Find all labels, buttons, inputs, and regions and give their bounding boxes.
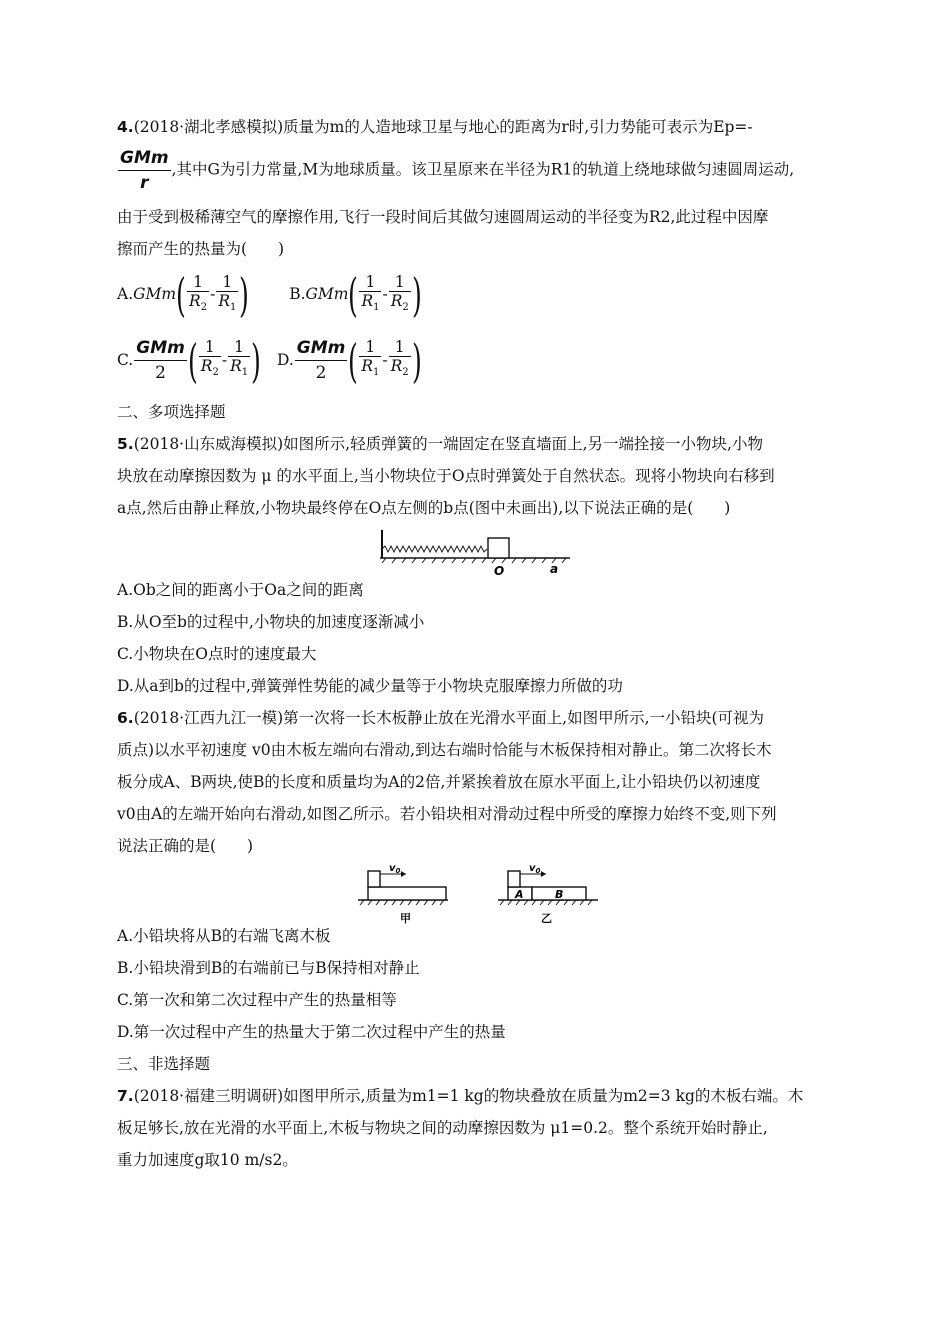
figure-jia — [358, 863, 448, 925]
q6-line3: 板分成A、B两块,使B的长度和质量均为A的2倍,并紧挨着放在原水平面上,让小铅块仍以初速度 — [117, 773, 761, 791]
figure-board-label-b: B — [555, 888, 564, 901]
q4-options-ab — [117, 268, 422, 322]
figure-board-label-a: A — [515, 888, 524, 901]
q6-option-a: A.小铅块将从B的右端飞离木板 — [117, 927, 331, 945]
q4-potential-fraction — [118, 146, 171, 195]
q5-option-c: C.小物块在O点时的速度最大 — [117, 645, 317, 663]
q4-number: 4. — [117, 118, 134, 136]
q4-line2 — [117, 146, 794, 195]
q4-option-b: B.GMm( $\frac{1}{R_1}$ - $\frac{1}{R_2}$ ) — [289, 268, 422, 322]
q6-line2: 质点)以水平初速度 v0由木板左端向右滑动,到达右端时恰能与木板保持相对静止。第二次将长木 — [117, 741, 772, 759]
figure-yi — [498, 863, 598, 925]
q6-number: 6. — [117, 709, 134, 727]
q6-option-b: B.小铅块滑到B的右端前已与B保持相对静止 — [117, 959, 420, 977]
q5-line3: a点,然后由静止释放,小物块最终停在O点左侧的b点(图中未画出),以下说法正确的是( ) — [117, 499, 731, 517]
q5-spring-block-figure — [376, 528, 572, 578]
q4-options-cd — [117, 333, 422, 388]
svg-text:v0: $v_0$ — [389, 863, 401, 875]
svg-text:v0: $v_0$ — [529, 863, 541, 875]
q4-fraction-denominator: r — [140, 173, 149, 193]
q6-line5: 说法正确的是( ) — [117, 837, 254, 855]
q7-line2: 板足够长,放在光滑的水平面上,木板与物块之间的动摩擦因数为 μ1=0.2。整个系统开始时静止, — [117, 1119, 768, 1137]
q6-line4: v0由A的左端开始向右滑动,如图乙所示。若小铅块相对滑动过程中所受的摩擦力始终不变,则下列 — [117, 805, 777, 823]
q5-line2: 块放在动摩擦因数为 μ 的水平面上,当小物块位于O点时弹簧处于自然状态。现将小物块向右移到 — [117, 467, 775, 485]
q5-option-b: B.从O至b的过程中,小物块的加速度逐渐减小 — [117, 613, 425, 631]
q4-option-c: C. $\frac{\text{GMm}}{2}$ ( $\frac{1}{R_2}$ - $\frac{1}{R_1}$ ) — [117, 333, 262, 388]
figure-label-yi: 乙 — [541, 912, 552, 925]
q6-line1: 6.(2018·江西九江一模)第一次将一长木板静止放在光滑水平面上,如图甲所示,一小铅块(可视为 — [117, 709, 765, 727]
q5-option-a: A.Ob之间的距离小于Oa之间的距离 — [117, 581, 364, 599]
q4-text-line1: (2018·湖北孝感模拟)质量为m的人造地球卫星与地心的距离为r时,引力势能可表示为Ep=- — [133, 118, 753, 136]
q4-line4: 擦而产生的热量为( ) — [117, 240, 285, 258]
q5-option-d: D.从a到b的过程中,弹簧弹性势能的减少量等于小物块克服摩擦力所做的功 — [117, 677, 623, 695]
section-multiple-choice-heading: 二、多项选择题 — [117, 403, 226, 421]
q4-option-a: A.GMm( $\frac{1}{R_2}$ - $\frac{1}{R_1}$ ) — [117, 268, 250, 322]
q4-text-line2: ,其中G为引力常量,M为地球质量。该卫星原来在半径为R1的轨道上绕地球做匀速圆周运动, — [171, 160, 795, 179]
q5-number: 5. — [117, 435, 134, 453]
q4-line3: 由于受到极稀薄空气的摩擦作用,飞行一段时间后其做匀速圆周运动的半径变为R2,此过程中因摩 — [117, 208, 769, 226]
q6-option-d: D.第一次过程中产生的热量大于第二次过程中产生的热量 — [117, 1023, 506, 1041]
q5-figure-label-a: a — [550, 562, 559, 576]
q5-figure-label-o: O — [494, 564, 505, 578]
q4-fraction-numerator: GMm — [118, 146, 171, 171]
q7-line3: 重力加速度g取10 m/s2。 — [117, 1151, 298, 1169]
q6-option-c: C.第一次和第二次过程中产生的热量相等 — [117, 991, 397, 1009]
q6-board-figures — [356, 860, 606, 926]
q4-line1 — [117, 117, 753, 137]
q7-number: 7. — [117, 1087, 134, 1105]
section-non-choice-heading: 三、非选择题 — [117, 1055, 211, 1073]
figure-label-jia: 甲 — [400, 912, 411, 925]
q5-line1: 5.(2018·山东威海模拟)如图所示,轻质弹簧的一端固定在竖直墙面上,另一端拴接一小物块,小物 — [117, 435, 763, 453]
q4-option-d: D. $\frac{\text{GMm}}{2}$ ( $\frac{1}{R_1}$ - $\frac{1}{R_2}$ ) — [276, 333, 422, 388]
q7-line1: 7.(2018·福建三明调研)如图甲所示,质量为m1=1 kg的物块叠放在质量为m2=3 kg的木板右端。木 — [117, 1087, 804, 1105]
